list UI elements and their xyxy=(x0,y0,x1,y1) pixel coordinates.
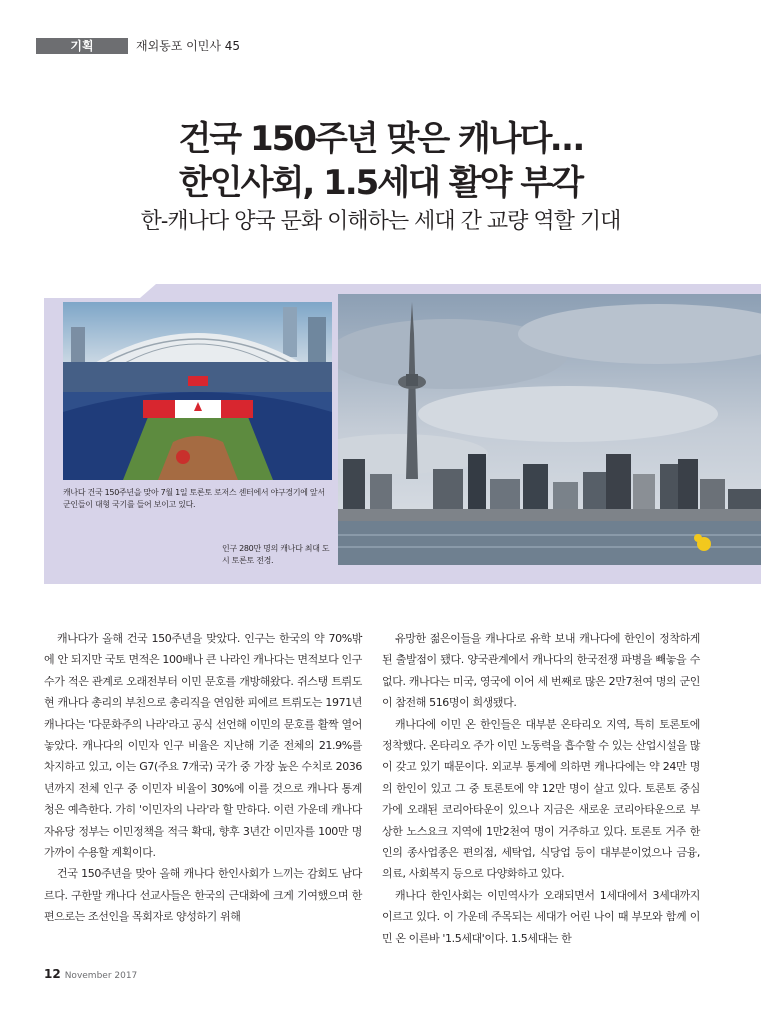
page-number: 12 xyxy=(44,967,61,981)
paragraph: 캐나다가 올해 건국 150주년을 맞았다. 인구는 한국의 약 70%밖에 안 되지만 국토 면적은 100배나 큰 나라인 캐나다는 면적보다 인구수가 적은 관계로 오래전부터 이민 문호를 개방해왔다. 쥐스탱 트뤼도 현 캐나다 총리의 부친으로 총리직을 연임한 피에르 트뤼도는 1971년 캐나다는 '다문화주의 나라'라고 공식 선언해 이민의 문호를 활짝 열어놓았다. 캐나다의 이민자 인구 비율은 지난해 기준 전체의 21.9%를 차지하고 있고, 이는 G7(주요 7개국) 국가 중 가장 높은 수치로 2036년까지 전체 인구 중 이민자 비율이 30%에 이를 것으로 캐나다 통계청은 예측한다. 가히 '이민자의 나라'라 할 만하다. 이런 가운데 캐나다 자유당 정부는 이민정책을 적극 확대, 향후 3년간 이민자를 100만 명 가까이 수용할 계획이다. xyxy=(44,632,362,860)
headline-line-2: 한인사회, 1.5세대 활약 부각 xyxy=(178,163,583,203)
series-title: 재외동포 이민사 45 xyxy=(136,39,241,53)
stadium-photo xyxy=(63,302,332,480)
toronto-skyline-photo xyxy=(338,294,761,565)
subheadline: 한-캐나다 양국 문화 이해하는 세대 간 교량 역할 기대 xyxy=(140,209,621,234)
paragraph: 캐나다 한인사회는 이민역사가 오래되면서 1세대에서 3세대까지 이르고 있다. 이 가운데 주목되는 세대가 어린 나이 때 부모와 함께 이민 온 이른바 '1.5세대'이다. 1.5세대는 한 xyxy=(382,888,700,945)
stadium-photo-caption: 캐나다 건국 150주년을 맞아 7월 1일 토론토 로저스 센터에서 야구경기에 앞서 군인들이 대형 국기를 들어 보이고 있다. xyxy=(63,488,325,509)
page-footer xyxy=(44,963,137,982)
paragraph: 유망한 젊은이들을 캐나다로 유학 보내 캐나다에 한인이 정착하게 된 출발점이 됐다. 양국관계에서 캐나다의 한국전쟁 파병을 빼놓을 수 없다. 캐나다는 미국, 영국에 이어 세 번째로 많은 2만7천여 명의 군인이 참전해 516명이 희생됐다. xyxy=(382,632,700,710)
paragraph: 건국 150주년을 맞아 올해 캐나다 한인사회가 느끼는 감회도 남다르다. 구한말 캐나다 선교사들은 한국의 근대화에 크게 기여했으며 한편으로는 조선인을 목회자로 양성하기 위해 xyxy=(44,867,362,924)
toronto-photo-caption: 인구 280만 명의 캐나다 최대 도시 토론토 전경. xyxy=(222,544,330,565)
headline-line-1: 건국 150주년 맞은 캐나다… xyxy=(178,119,583,159)
paragraph: 캐나다에 이민 온 한인들은 대부분 온타리오 지역, 특히 토론토에 정착했다. 온타리오 주가 이민 노동력을 흡수할 수 있는 산업시설을 많이 갖고 있기 때문이다. 외교부 통계에 의하면 캐나다에는 약 24만 명의 한인이 있고 그 중 토론토에 약 12만 명이 살고 있다. 토론토 중심가에 오래된 코리아타운이 있으나 지금은 새로운 코리아타운으로 부상한 노스요크 지역에 1만2천여 명이 거주하고 있다. 토론토 거주 한인의 종사업종은 편의점, 세탁업, 식당업 등이 대부분이었으나 금융, 의료, 사회복지 등으로 다양화하고 있다. xyxy=(382,717,700,881)
section-label: 기획 xyxy=(70,39,94,53)
issue-date: November 2017 xyxy=(64,971,138,981)
body-column-right xyxy=(382,628,700,949)
body-column-left xyxy=(44,628,362,928)
